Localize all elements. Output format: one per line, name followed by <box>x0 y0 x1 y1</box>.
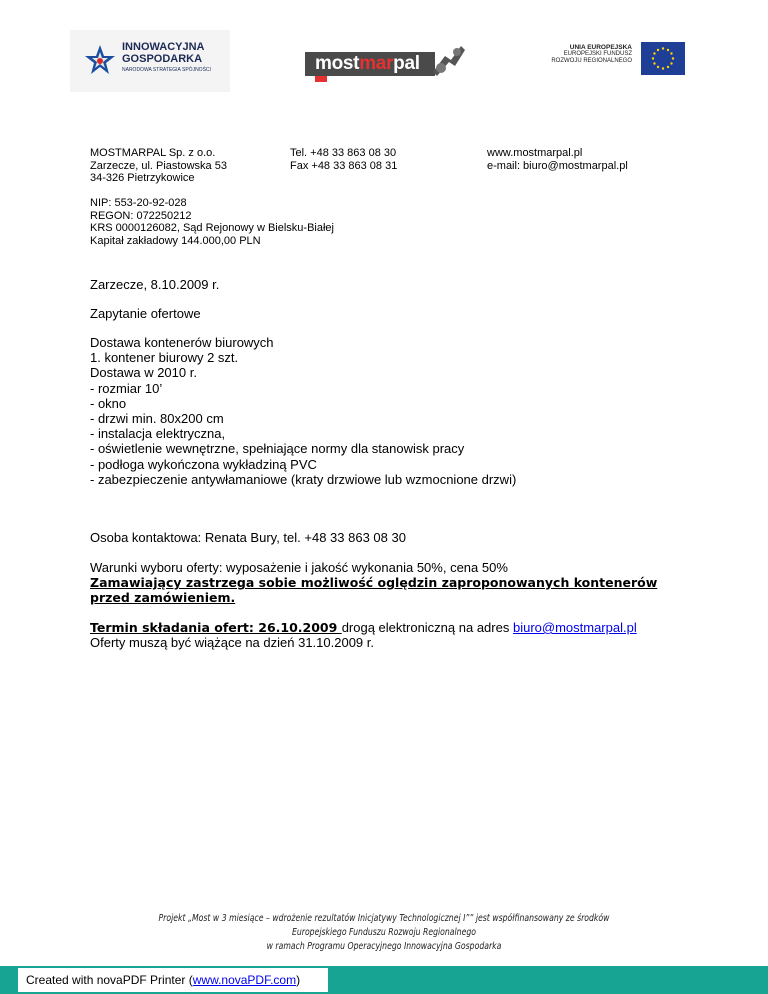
deadline-label: Termin składania ofert: 26.10.2009 <box>90 620 342 635</box>
list-item: - okno <box>90 395 127 411</box>
company-web: www.mostmarpal.pl e-mail: biuro@mostmarpal.pl <box>487 147 628 172</box>
eu-flag-icon <box>641 42 685 75</box>
ig-subtitle: NARODOWA STRATEGIA SPÓJNOŚCI <box>122 67 211 73</box>
company-registry: NIP: 553-20-92-028 REGON: 072250212 KRS 0000126082, Sąd Rejonowy w Bielsku-Białej Kapitał zakładowy 144.000,00 PLN <box>90 197 334 247</box>
list-item: - drzwi min. 80x200 cm <box>90 411 224 427</box>
company-phone: Tel. +48 33 863 08 30 Fax +48 33 863 08 31 <box>290 147 398 172</box>
list-item: - rozmiar 10’ <box>90 380 163 396</box>
list-item: Dostawa kontenerów biurowych <box>90 335 274 350</box>
email-link[interactable]: biuro@mostmarpal.pl <box>512 620 637 635</box>
letter-date: Zarzecze, 8.10.2009 r. <box>90 277 220 292</box>
reservation-line1: Zamawiający zastrzega sobie możliwość oględzin zaproponowanych kontenerów <box>90 575 658 591</box>
deadline <box>90 620 637 650</box>
novapdf-notice: Created with novaPDF Printer (www.novaPDF.com) <box>18 968 328 992</box>
reservation-line2: przed zamówieniem. <box>90 590 236 606</box>
contact-person: Osoba kontaktowa: Renata Bury, tel. +48 33 863 08 30 <box>90 530 406 545</box>
logo-red-mark <box>315 76 327 82</box>
order-items <box>90 335 516 487</box>
eu-fund-label: UNIA EUROPEJSKA EUROPEJSKI FUNDUSZ ROZWOJU REGIONALNEGO <box>551 44 632 64</box>
innowacyjna-gospodarka-logo <box>70 30 230 92</box>
logo-gear-icon <box>427 42 467 80</box>
mostmarpal-logo <box>305 42 465 82</box>
selection-conditions: Warunki wyboru oferty: wyposażenie i jakość wykonania 50%, cena 50% Zamawiający zastrzega sobie możliwość oględzin zaproponowanych kontenerów przed zamówieniem. <box>90 560 658 606</box>
list-item: 1. kontener biurowy 2 szt. <box>90 350 239 366</box>
novapdf-link[interactable]: www.novaPDF.com <box>192 973 297 987</box>
logo-wordmark: mostmarpal <box>315 53 420 74</box>
letter-subject: Zapytanie ofertowe <box>90 306 201 321</box>
company-address: MOSTMARPAL Sp. z o.o. Zarzecze, ul. Piastowska 53 34-326 Pietrzykowice <box>90 147 227 184</box>
list-item: Dostawa w 2010 r. <box>90 365 197 381</box>
list-item: - oświetlenie wewnętrzne, spełniające normy dla stanowisk pracy <box>90 441 465 457</box>
project-footer: Projekt „Most w 3 miesiące – wdrożenie rezultatów Inicjatywy Technologicznej I”” jest współfinansowany ze środków Europejskiego Funduszu Rozwoju Regionalnego w ramach Programu Operacyjnego Innowacyjna Gospodarka <box>158 913 610 952</box>
binding-date: Oferty muszą być wiążące na dzień 31.10.2009 r. <box>90 635 374 651</box>
star-icon <box>84 44 116 76</box>
ig-title-line2: GOSPODARKA <box>122 53 203 65</box>
list-item: - instalacja elektryczna, <box>90 426 226 442</box>
ig-title-line1: INNOWACYJNA <box>122 41 205 53</box>
list-item: - podłoga wykończona wykładziną PVC <box>90 456 317 472</box>
deadline-text: drogą elektroniczną na adres <box>341 620 513 635</box>
list-item: - zabezpieczenie antywłamaniowe (kraty drzwiowe lub wzmocnione drzwi) <box>90 471 517 487</box>
